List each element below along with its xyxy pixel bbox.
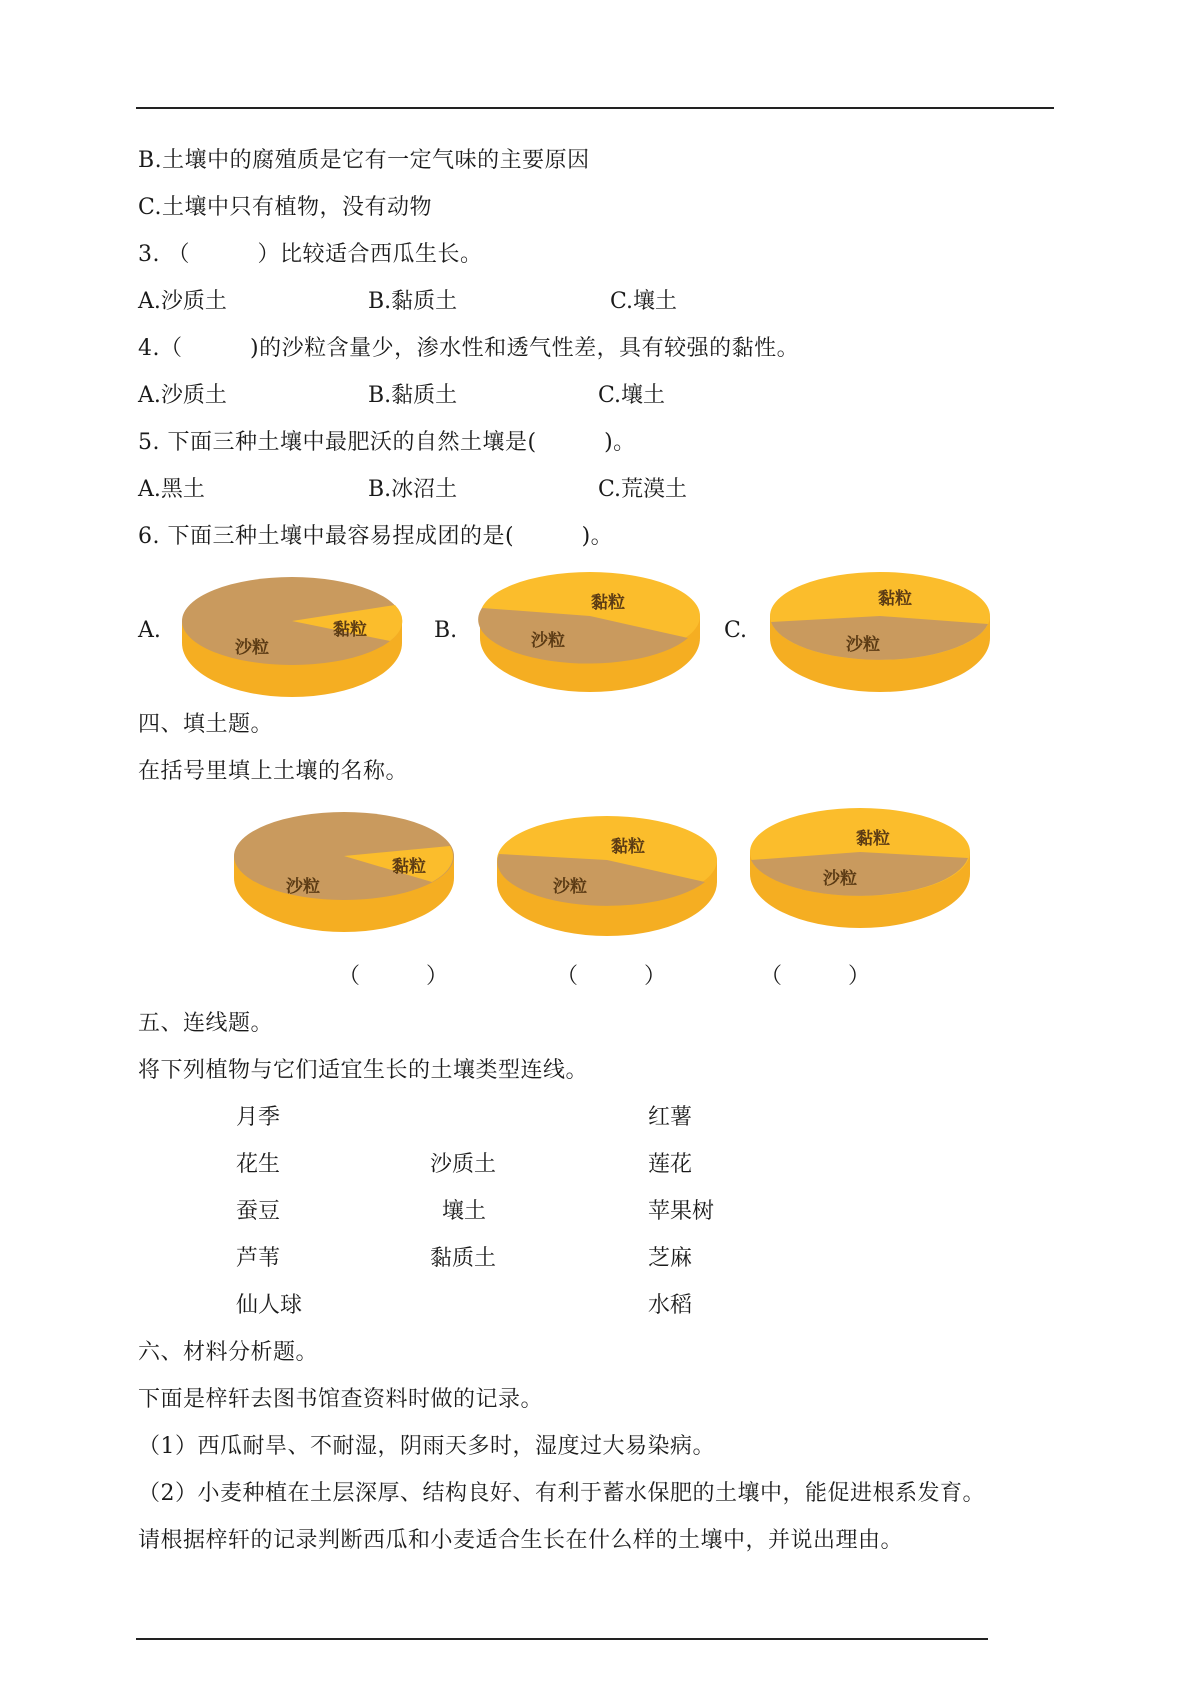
section5-instruction: 将下列植物与它们适宜生长的土壤类型连线。 [138,1058,589,1083]
section5-title: 五、连线题。 [138,1011,274,1036]
section4-pie-3 [748,804,972,934]
q4-option-a: A.沙质土 [138,383,227,408]
plant-right-1[interactable]: 红薯 [648,1105,693,1130]
q6-pie-a-sand-label: 沙粒 [235,638,269,658]
section4-pie-2-sand-label: 沙粒 [553,877,587,897]
soil-type-1[interactable]: 沙质土 [430,1152,497,1177]
section4-pie-1-clay-label: 黏粒 [392,857,426,877]
q6-pie-c [768,568,992,698]
plant-right-5[interactable]: 水稻 [648,1293,693,1318]
q5-option-a: A.黑土 [138,477,205,502]
q3-stem: 3. （ ）比较适合西瓜生长。 [138,242,483,267]
plant-left-1[interactable]: 月季 [236,1105,281,1130]
q5-stem: 5. 下面三种土壤中最肥沃的自然土壤是( )。 [138,430,636,455]
q6-pie-b [478,568,702,698]
plant-right-4[interactable]: 芝麻 [648,1246,693,1271]
q6-pie-c-sand-label: 沙粒 [846,635,880,655]
top-rule [136,107,1054,109]
plant-left-5[interactable]: 仙人球 [236,1293,303,1318]
section6-item-1: （1）西瓜耐旱、不耐湿，阴雨天多时，湿度过大易染病。 [138,1434,715,1459]
q6-pie-a [180,575,404,701]
section4-pie-3-clay-label: 黏粒 [856,829,890,849]
section4-blank-3[interactable]: （ ） [760,964,871,989]
plant-left-2[interactable]: 花生 [236,1152,281,1177]
q3-option-a: A.沙质土 [138,289,227,314]
section4-pie-1 [232,808,456,938]
section4-blank-1[interactable]: （ ） [338,964,449,989]
q2-option-c: C.土壤中只有植物，没有动物 [138,195,433,220]
q6-pie-c-clay-label: 黏粒 [878,589,912,609]
plant-left-4[interactable]: 芦苇 [236,1246,281,1271]
q6-option-b: B. [434,618,458,643]
soil-type-3[interactable]: 黏质土 [430,1246,497,1271]
q6-pie-a-clay-label: 黏粒 [333,620,367,640]
section6-item-2: （2）小麦种植在土层深厚、结构良好、有利于蓄水保肥的土壤中，能促进根系发育。 [138,1481,985,1506]
plant-right-3[interactable]: 苹果树 [648,1199,715,1224]
q6-pie-b-sand-label: 沙粒 [531,631,565,651]
q3-option-c: C.壤土 [610,289,678,314]
q6-pie-b-clay-label: 黏粒 [591,593,625,613]
plant-right-2[interactable]: 莲花 [648,1152,693,1177]
q2-option-b: B.土壤中的腐殖质是它有一定气味的主要原因 [138,148,590,173]
plant-left-3[interactable]: 蚕豆 [236,1199,281,1224]
soil-type-2[interactable]: 壤土 [442,1199,487,1224]
section4-pie-2 [495,812,719,942]
section4-title: 四、填土题。 [138,712,274,737]
q6-option-a: A. [138,618,161,643]
section4-pie-2-clay-label: 黏粒 [611,837,645,857]
section4-instruction: 在括号里填上土壤的名称。 [138,759,409,784]
bottom-rule [136,1638,988,1640]
q6-option-c: C. [724,618,748,643]
q3-option-b: B.黏质土 [368,289,458,314]
q4-option-b: B.黏质土 [368,383,458,408]
q5-option-b: B.冰沼土 [368,477,458,502]
section4-pie-3-sand-label: 沙粒 [823,869,857,889]
q4-stem: 4.（ )的沙粒含量少，渗水性和透气性差，具有较强的黏性。 [138,336,800,361]
section4-pie-1-sand-label: 沙粒 [286,877,320,897]
q5-option-c: C.荒漠土 [598,477,688,502]
section6-intro: 下面是梓轩去图书馆查资料时做的记录。 [138,1387,544,1412]
section6-title: 六、材料分析题。 [138,1340,319,1365]
section4-blank-2[interactable]: （ ） [556,964,667,989]
q4-option-c: C.壤土 [598,383,666,408]
section6-question: 请根据梓轩的记录判断西瓜和小麦适合生长在什么样的土壤中，并说出理由。 [138,1528,904,1553]
q6-stem: 6. 下面三种土壤中最容易捏成团的是( )。 [138,524,614,549]
